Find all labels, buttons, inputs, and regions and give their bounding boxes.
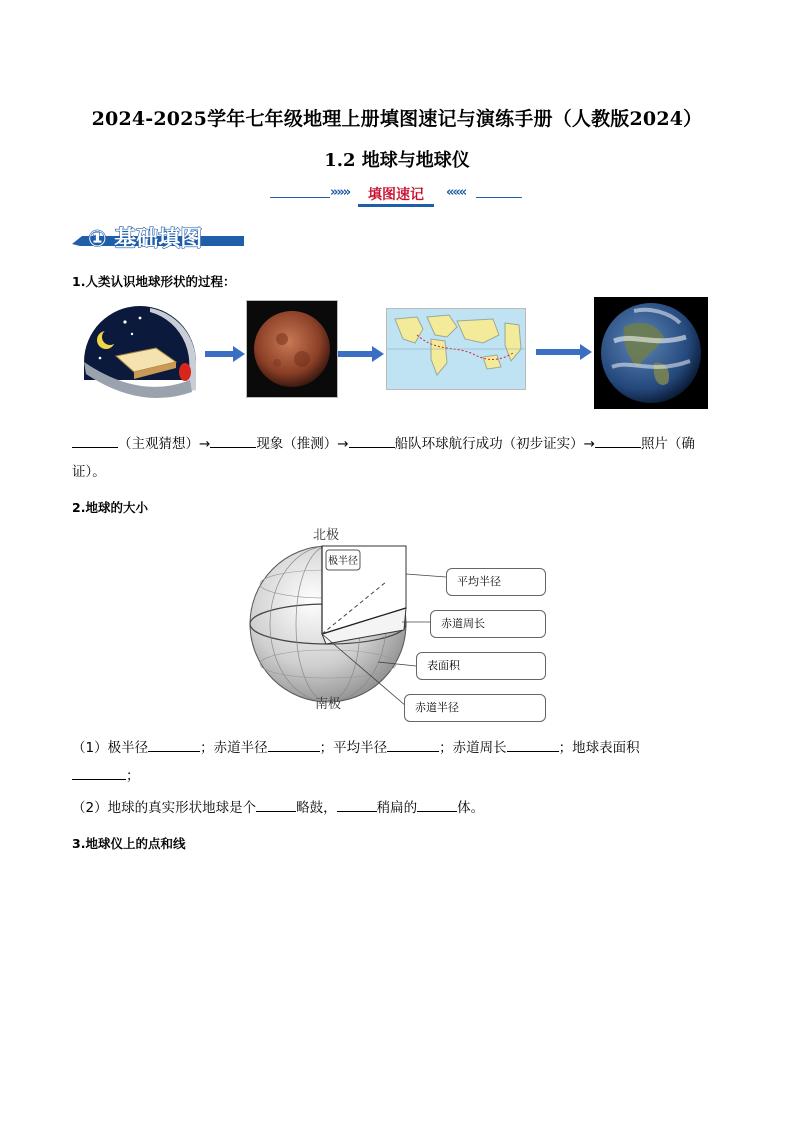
world-map-voyage [386, 308, 526, 390]
q1-text: 照片（确 [640, 436, 695, 452]
answer-blank[interactable] [148, 737, 200, 752]
q2-fill-line-2 [72, 762, 140, 790]
dome-universe-illustration [80, 300, 200, 400]
answer-blank[interactable] [349, 433, 395, 448]
equator-circumference-callout: 赤道周长 [430, 610, 546, 638]
q3-heading: 3.地球仪上的点和线 [72, 836, 186, 851]
q2-text: 稍扁的 [376, 800, 418, 816]
answer-blank[interactable] [210, 433, 256, 448]
deco-line-right [476, 197, 522, 198]
section-subtitle: 1.2 地球与地球仪 [324, 150, 470, 171]
fill-map-header-decoration [270, 182, 522, 206]
q2-text: ；平均半径 [319, 740, 388, 756]
answer-blank[interactable] [387, 737, 439, 752]
q2-text: （1）极半径 [72, 740, 149, 756]
deco-label: 填图速记 [368, 187, 424, 203]
earth-photo [594, 297, 708, 409]
q2-text: ；地球表面积 [558, 740, 640, 756]
section-banner [72, 222, 244, 252]
q1-text: 船队环球航行成功（初步证实）→ [394, 436, 595, 452]
q2-text: 体。 [457, 800, 485, 816]
answer-blank[interactable] [337, 797, 377, 812]
answer-blank[interactable] [72, 433, 118, 448]
answer-blank[interactable] [595, 433, 641, 448]
q1-text: （主观猜想）→ [118, 436, 211, 452]
q2-fill-line-3 [72, 794, 732, 822]
q2-text: ；赤道周长 [439, 740, 507, 756]
deco-line-left [270, 197, 330, 198]
lunar-eclipse-photo [246, 300, 338, 398]
q2-text: （2）地球的真实形状地球是个 [72, 800, 257, 816]
section-banner-text: ① 基础填图 [88, 227, 203, 252]
mean-radius-callout: 平均半径 [446, 568, 546, 596]
polar-radius-label: 极半径 [328, 556, 358, 567]
q2-text: 略鼓， [296, 800, 337, 816]
q2-text: ； [126, 768, 140, 784]
arrow-right-icon [536, 344, 592, 360]
deco-label-underline [358, 204, 434, 207]
deco-arrows-left: »»» [330, 185, 350, 200]
q1-text: 现象（推测）→ [256, 436, 349, 452]
answer-blank[interactable] [256, 797, 296, 812]
answer-blank[interactable] [268, 737, 320, 752]
q1-heading: 1.人类认识地球形状的过程： [72, 274, 236, 289]
q2-text: ；赤道半径 [200, 740, 268, 756]
document-title: 2024-2025学年七年级地理上册填图速记与演练手册（人教版2024） [91, 108, 703, 130]
south-pole-label: 南极 [314, 697, 342, 712]
arrow-right-icon [338, 346, 384, 362]
arrow-right-icon [205, 346, 245, 362]
equator-radius-callout: 赤道半径 [404, 694, 546, 722]
q1-text-continued: 证）。 [72, 464, 106, 480]
answer-blank[interactable] [72, 765, 126, 780]
answer-blank[interactable] [417, 797, 457, 812]
q2-heading: 2.地球的大小 [72, 500, 148, 515]
north-pole-label: 北极 [312, 528, 340, 543]
deco-arrows-right: ««« [446, 185, 466, 200]
q1-fill-line [72, 430, 732, 458]
surface-area-callout: 表面积 [416, 652, 546, 680]
q2-fill-line-1 [72, 734, 732, 762]
answer-blank[interactable] [507, 737, 559, 752]
